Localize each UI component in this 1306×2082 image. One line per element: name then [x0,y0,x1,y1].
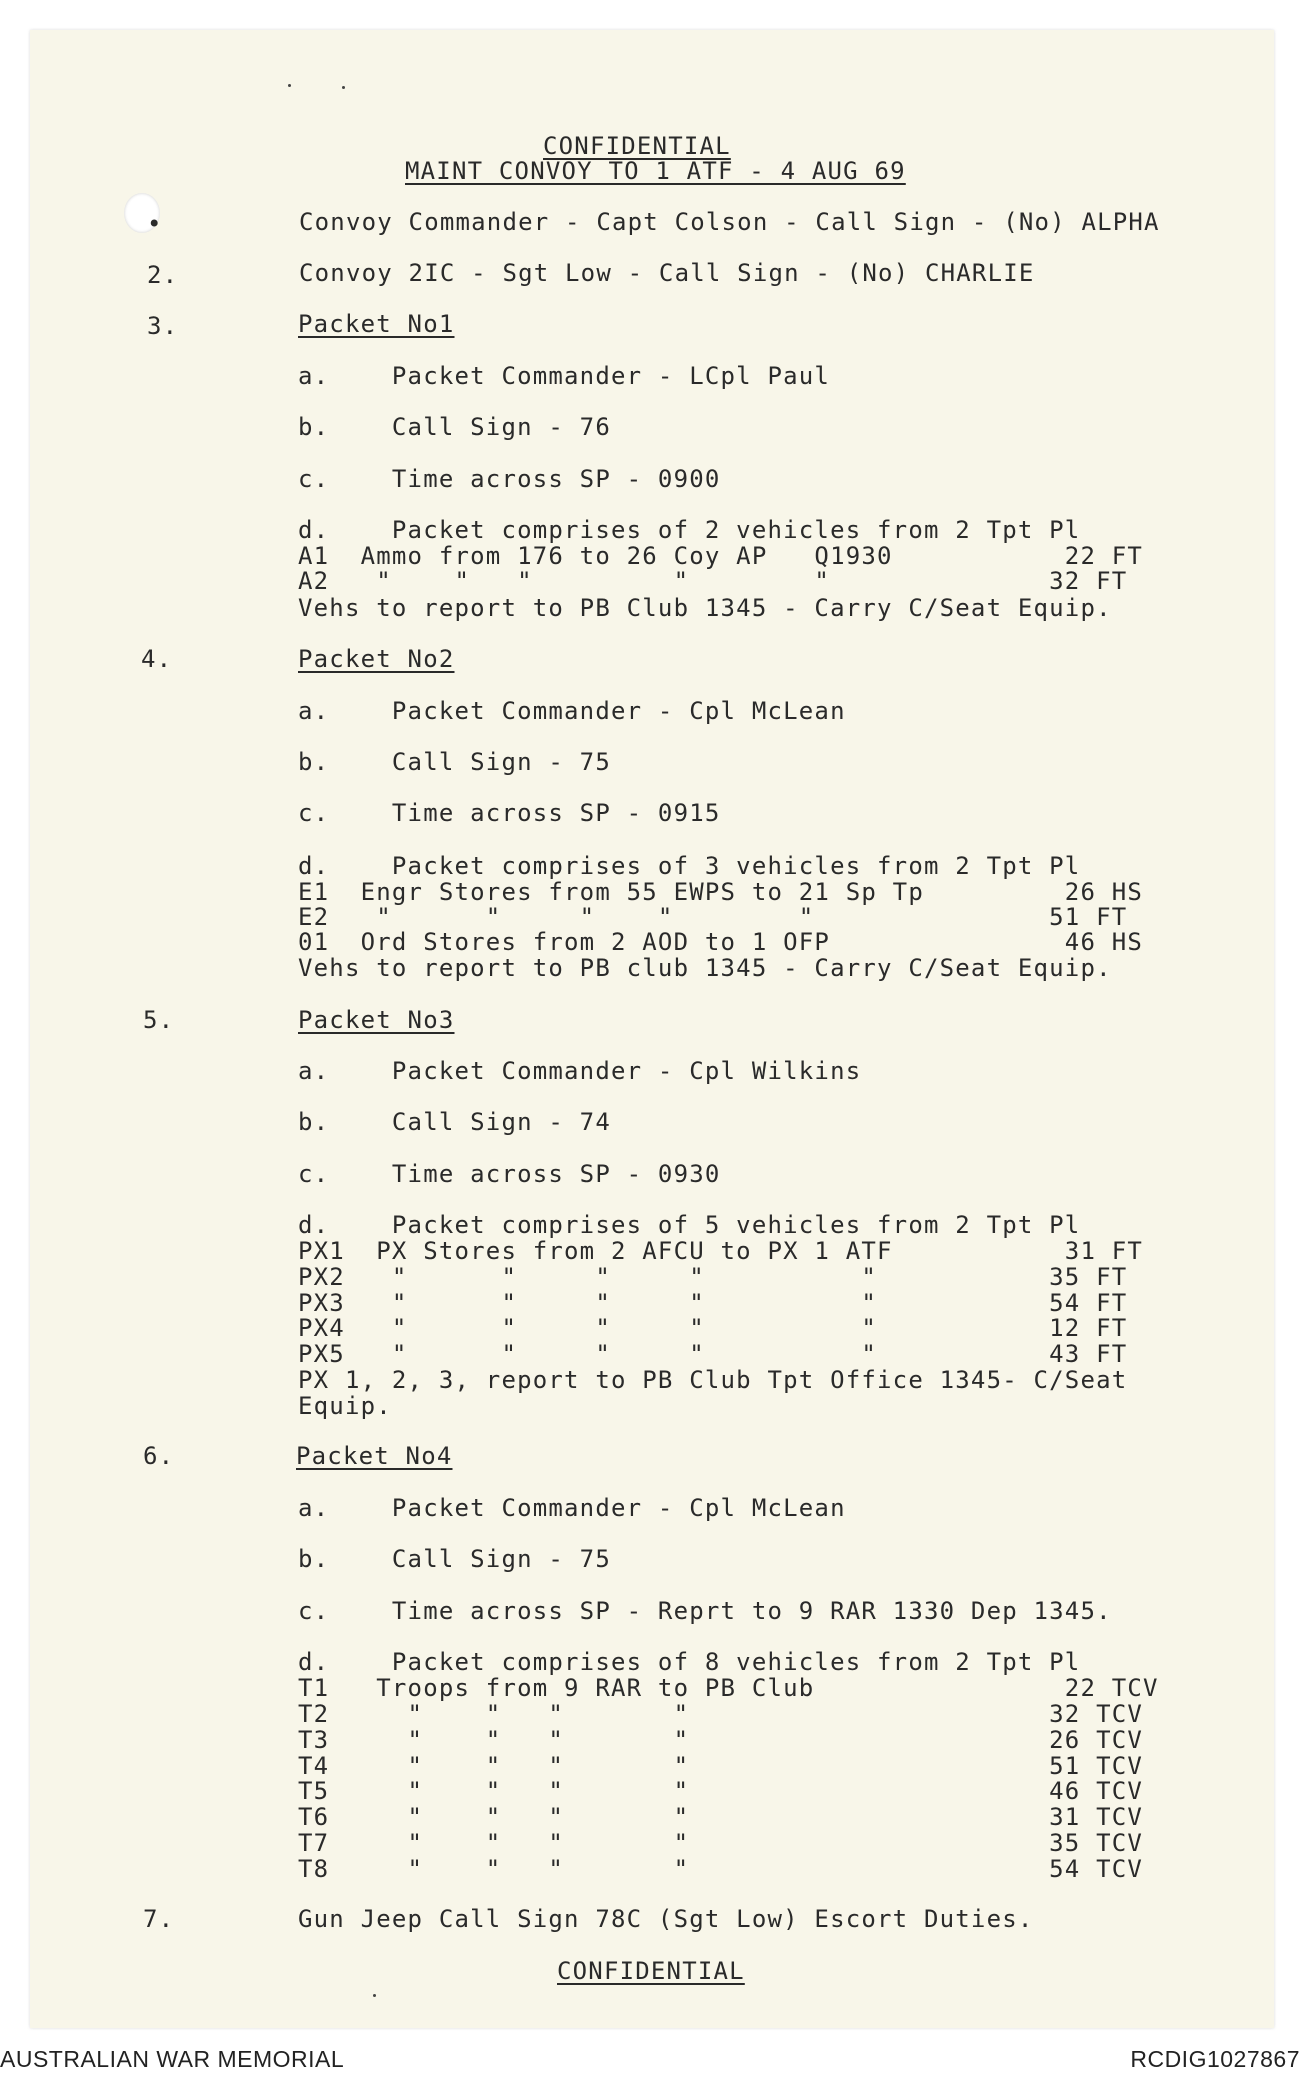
item-text: Convoy 2IC - Sgt Low - Call Sign - (No) CHARLIE [299,259,1035,287]
item-number: • [147,210,163,238]
packet-heading: Packet No3 [298,1006,455,1034]
vehicle-row: PX4 " " " " " 12 FT [298,1314,1128,1342]
archive-label: AUSTRALIAN WAR MEMORIAL [0,2046,345,2072]
packet-heading: Packet No2 [298,645,455,673]
vehicle-row: 01 Ord Stores from 2 AOD to 1 OFP 46 HS [298,928,1144,956]
packet-commander: a. Packet Commander - Cpl McLean [298,1494,846,1522]
packet-call-sign: b. Call Sign - 75 [298,748,611,776]
packet-time: c. Time across SP - 0915 [298,799,721,827]
header-title: MAINT CONVOY TO 1 ATF - 4 AUG 69 [405,157,906,185]
item-text: Gun Jeep Call Sign 78C (Sgt Low) Escort Duties. [298,1905,1034,1933]
vehicle-row: PX2 " " " " " 35 FT [298,1263,1128,1291]
packet-heading: Packet No4 [296,1442,453,1470]
packet-commander: a. Packet Commander - Cpl Wilkins [298,1057,862,1085]
packet-commander: a. Packet Commander - LCpl Paul [298,362,831,390]
packet-time: c. Time across SP - Reprt to 9 RAR 1330 Dep 1345. [298,1597,1112,1625]
vehicle-row: A1 Ammo from 176 to 26 Coy AP Q1930 22 FT [298,542,1144,570]
packet-time: c. Time across SP - 0930 [298,1160,721,1188]
vehicle-row: PX1 PX Stores from 2 AFCU to PX 1 ATF 31 FT [298,1237,1144,1265]
item-number: 6. [143,1442,175,1470]
vehicle-row: E1 Engr Stores from 55 EWPS to 21 Sp Tp 26 HS [298,878,1144,906]
vehicle-row: T1 Troops from 9 RAR to PB Club 22 TCV [298,1674,1159,1702]
footer-classification: CONFIDENTIAL [557,1957,745,1985]
packet-comprises: d. Packet comprises of 8 vehicles from 2 Tpt Pl [298,1648,1081,1676]
packet-report: PX 1, 2, 3, report to PB Club Tpt Office 1345- C/Seat Equip. [298,1366,1128,1420]
item-number: 3. [147,312,179,340]
packet-call-sign: b. Call Sign - 76 [298,413,611,441]
vehicle-row: T7 " " " " 35 TCV [298,1829,1144,1857]
vehicle-row: PX3 " " " " " 54 FT [298,1289,1128,1317]
packet-call-sign: b. Call Sign - 75 [298,1545,611,1573]
packet-comprises: d. Packet comprises of 5 vehicles from 2 Tpt Pl [298,1211,1081,1239]
packet-report: Vehs to report to PB Club 1345 - Carry C/Seat Equip. [298,594,1112,622]
packet-call-sign: b. Call Sign - 74 [298,1108,611,1136]
vehicle-row: T3 " " " " 26 TCV [298,1726,1144,1754]
header-classification: CONFIDENTIAL [543,132,731,160]
vehicle-row: T5 " " " " 46 TCV [298,1777,1144,1805]
vehicle-row: E2 " " " " " 51 FT [298,903,1128,931]
vehicle-row: T8 " " " " 54 TCV [298,1855,1144,1883]
item-number: 7. [143,1905,175,1933]
item-text: Convoy Commander - Capt Colson - Call Sign - (No) ALPHA [299,208,1160,236]
packet-comprises: d. Packet comprises of 3 vehicles from 2 Tpt Pl [298,852,1081,880]
paper-speck [288,84,291,87]
paper-speck [373,1994,376,1997]
packet-heading: Packet No1 [298,310,455,338]
packet-comprises: d. Packet comprises of 2 vehicles from 2 Tpt Pl [298,516,1081,544]
vehicle-row: T4 " " " " 51 TCV [298,1752,1144,1780]
vehicle-row: A2 " " " " " 32 FT [298,567,1128,595]
vehicle-row: T6 " " " " 31 TCV [298,1803,1144,1831]
item-number: 5. [143,1006,175,1034]
packet-commander: a. Packet Commander - Cpl McLean [298,697,846,725]
packet-time: c. Time across SP - 0900 [298,465,721,493]
archive-id: RCDIG1027867 [1130,2046,1300,2072]
paper-speck [342,86,345,89]
vehicle-row: PX5 " " " " " 43 FT [298,1340,1128,1368]
vehicle-row: T2 " " " " 32 TCV [298,1700,1144,1728]
item-number: 4. [141,645,173,673]
packet-report: Vehs to report to PB club 1345 - Carry C/Seat Equip. [298,954,1112,982]
item-number: 2. [147,261,179,289]
